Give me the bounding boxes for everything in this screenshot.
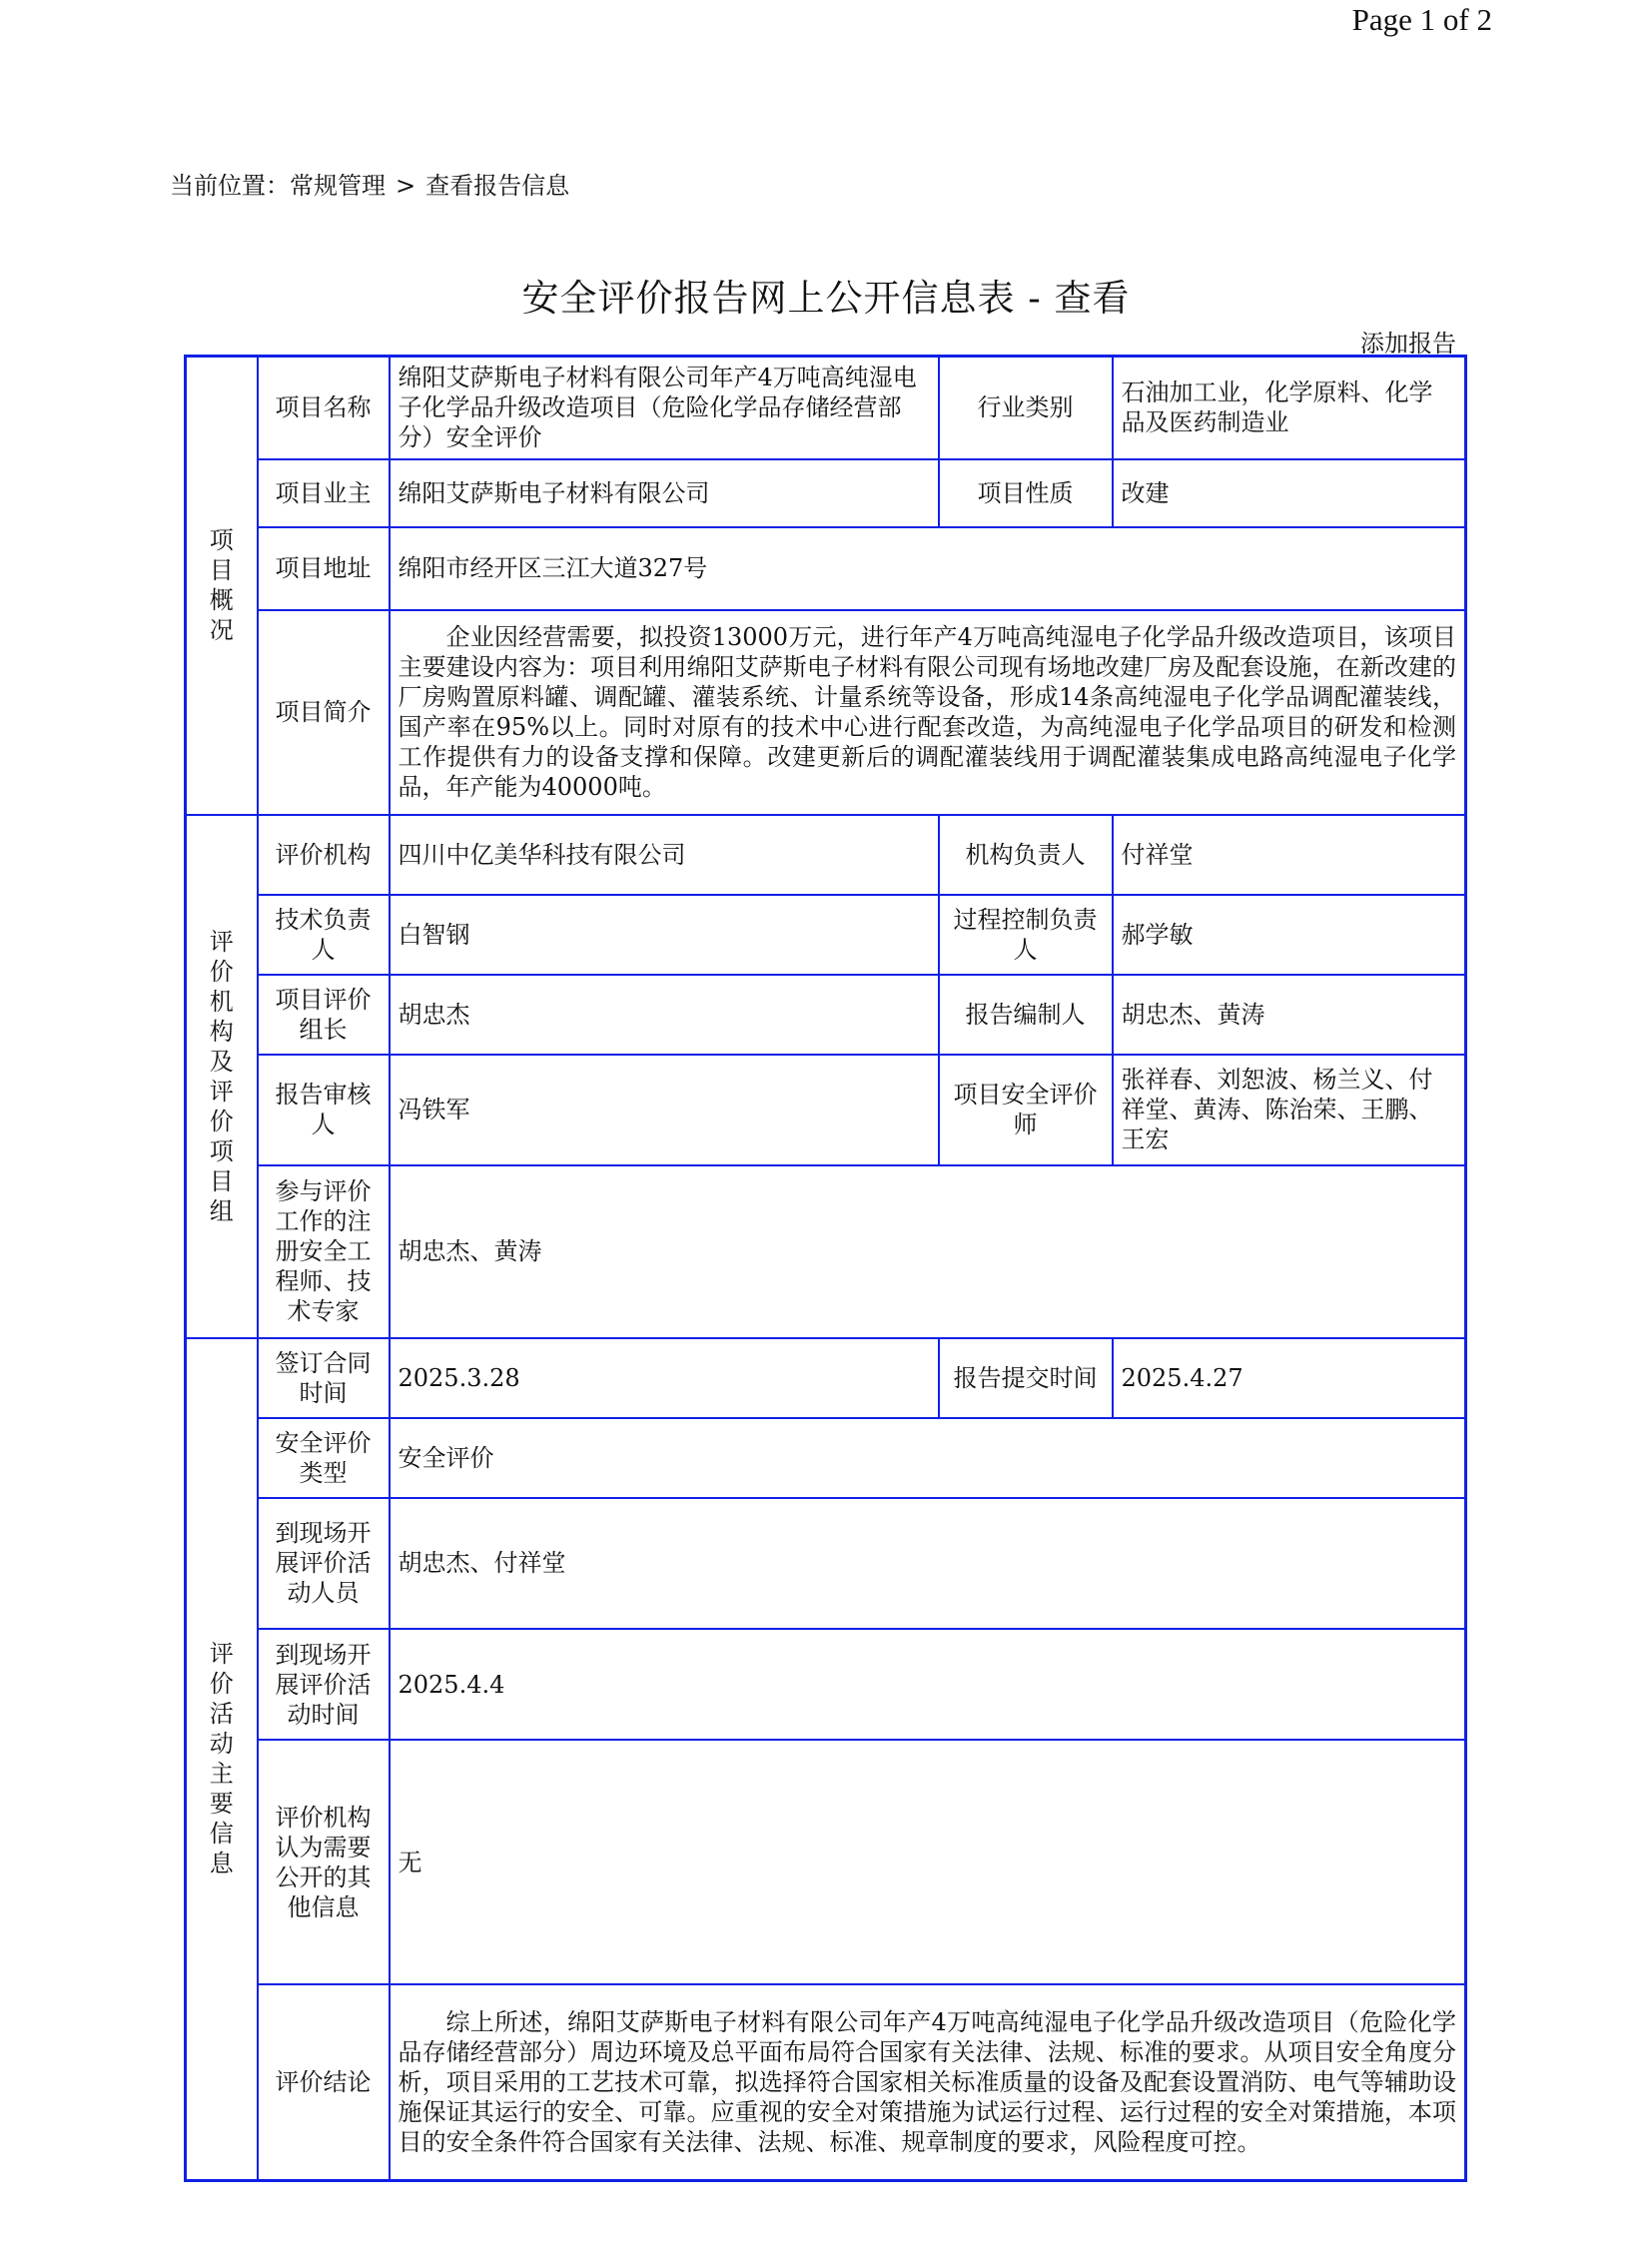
- site-staff-label: 到现场开展评价活动人员: [258, 1498, 390, 1629]
- breadcrumb-prefix: 当前位置：常规管理: [170, 172, 386, 200]
- address-label: 项目地址: [258, 527, 390, 610]
- team-leader-value: 胡忠杰: [390, 975, 939, 1055]
- compiler-label: 报告编制人: [939, 975, 1113, 1055]
- row-reviewer: [186, 1055, 1466, 1165]
- agency-head-value: 付祥堂: [1113, 815, 1466, 895]
- address-value: 绵阳市经开区三江大道327号: [390, 527, 1466, 610]
- project-name-label: 项目名称: [258, 357, 390, 459]
- site-date-label: 到现场开展评价活动时间: [258, 1629, 390, 1741]
- other-value: 无: [390, 1740, 1466, 1983]
- submit-date-value: 2025.4.27: [1113, 1338, 1466, 1418]
- tech-head-value: 白智钢: [390, 895, 939, 975]
- evaluators-label: 项目安全评价师: [939, 1055, 1113, 1165]
- team-leader-label: 项目评价组长: [258, 975, 390, 1055]
- row-dates: [186, 1338, 1466, 1418]
- row-conclusion: [186, 1984, 1466, 2181]
- add-report-link[interactable]: 添加报告: [1360, 330, 1456, 358]
- contract-date-label: 签订合同时间: [258, 1338, 390, 1418]
- row-site-staff: [186, 1498, 1466, 1629]
- project-name-value: 绵阳艾萨斯电子材料有限公司年产4万吨高纯湿电子化学品升级改造项目（危险化学品存储经营部分）安全评价: [390, 357, 939, 459]
- row-project-name: [186, 357, 1466, 459]
- owner-value: 绵阳艾萨斯电子材料有限公司: [390, 459, 939, 527]
- reviewer-label: 报告审核人: [258, 1055, 390, 1165]
- row-other: [186, 1740, 1466, 1983]
- intro-label: 项目简介: [258, 610, 390, 815]
- conclusion-value: 综上所述，绵阳艾萨斯电子材料有限公司年产4万吨高纯湿电子化学品升级改造项目（危险化学品存储经营部分）周边环境及总平面布局符合国家有关法律、法规、标准的要求。从项目安全角度分析，项目采用的工艺技术可靠，拟选择符合国家相关标准质量的设备及配套设置消防、电气等辅助设施保证其运行的安全、可靠。应重视的安全对策措施为试运行过程、运行过程的安全对策措施，本项目的安全条件符合国家有关法律、法规、标准、规章制度的要求，风险程度可控。: [390, 1984, 1466, 2181]
- site-staff-value: 胡忠杰、付祥堂: [390, 1498, 1466, 1629]
- nature-value: 改建: [1113, 459, 1466, 527]
- nature-label: 项目性质: [939, 459, 1113, 527]
- row-team-leader: [186, 975, 1466, 1055]
- info-table: [184, 355, 1467, 2182]
- section-overview-label: 项目概况: [209, 526, 234, 645]
- other-label: 评价机构认为需要公开的其他信息: [258, 1740, 390, 1983]
- row-intro: [186, 610, 1466, 815]
- site-date-value: 2025.4.4: [390, 1629, 1466, 1741]
- row-address: [186, 527, 1466, 610]
- breadcrumb-separator: >: [396, 172, 416, 200]
- process-head-label: 过程控制负责人: [939, 895, 1113, 975]
- row-agency: [186, 815, 1466, 895]
- section-activity-label: 评价活动主要信息: [209, 1640, 234, 1878]
- intro-value: 企业因经营需要，拟投资13000万元，进行年产4万吨高纯湿电子化学品升级改造项目，该项目主要建设内容为：项目利用绵阳艾萨斯电子材料有限公司现有场地改建厂房及配套设施，在新改建的厂房购置原料罐、调配罐、灌装系统、计量系统等设备，形成14条高纯湿电子化学品调配灌装线，国产率在95%以上。同时对原有的技术中心进行配套改造，为高纯湿电子化学品项目的研发和检测工作提供有力的设备支撑和保障。改建更新后的调配灌装线用于调配灌装集成电路高纯湿电子化学品，年产能为40000吨。: [390, 610, 1466, 815]
- row-site-date: [186, 1629, 1466, 1741]
- agency-label: 评价机构: [258, 815, 390, 895]
- type-label: 安全评价类型: [258, 1418, 390, 1498]
- section-org: [186, 815, 258, 1338]
- industry-label: 行业类别: [939, 357, 1113, 459]
- page-title: 安全评价报告网上公开信息表 - 查看: [521, 277, 1131, 320]
- agency-head-label: 机构负责人: [939, 815, 1113, 895]
- reviewer-value: 冯铁军: [390, 1055, 939, 1165]
- tech-head-label: 技术负责人: [258, 895, 390, 975]
- section-org-label: 评价机构及评价项目组: [209, 927, 234, 1225]
- owner-label: 项目业主: [258, 459, 390, 527]
- section-overview: [186, 357, 258, 815]
- engineers-value: 胡忠杰、黄涛: [390, 1165, 1466, 1338]
- contract-date-value: 2025.3.28: [390, 1338, 939, 1418]
- agency-value: 四川中亿美华科技有限公司: [390, 815, 939, 895]
- breadcrumb: [170, 166, 569, 201]
- page-number: Page 1 of 2: [1351, 2, 1492, 37]
- industry-value: 石油加工业，化学原料、化学品及医药制造业: [1113, 357, 1466, 459]
- type-value: 安全评价: [390, 1418, 1466, 1498]
- section-activity: [186, 1338, 258, 2181]
- row-owner: [186, 459, 1466, 527]
- breadcrumb-current: 查看报告信息: [425, 172, 570, 200]
- submit-date-label: 报告提交时间: [939, 1338, 1113, 1418]
- process-head-value: 郝学敏: [1113, 895, 1466, 975]
- compiler-value: 胡忠杰、黄涛: [1113, 975, 1466, 1055]
- conclusion-label: 评价结论: [258, 1984, 390, 2181]
- engineers-label: 参与评价工作的注册安全工程师、技术专家: [258, 1165, 390, 1338]
- row-type: [186, 1418, 1466, 1498]
- row-tech-head: [186, 895, 1466, 975]
- evaluators-value: 张祥春、刘恕波、杨兰义、付祥堂、黄涛、陈治荣、王鹏、王宏: [1113, 1055, 1466, 1165]
- row-engineers: [186, 1165, 1466, 1338]
